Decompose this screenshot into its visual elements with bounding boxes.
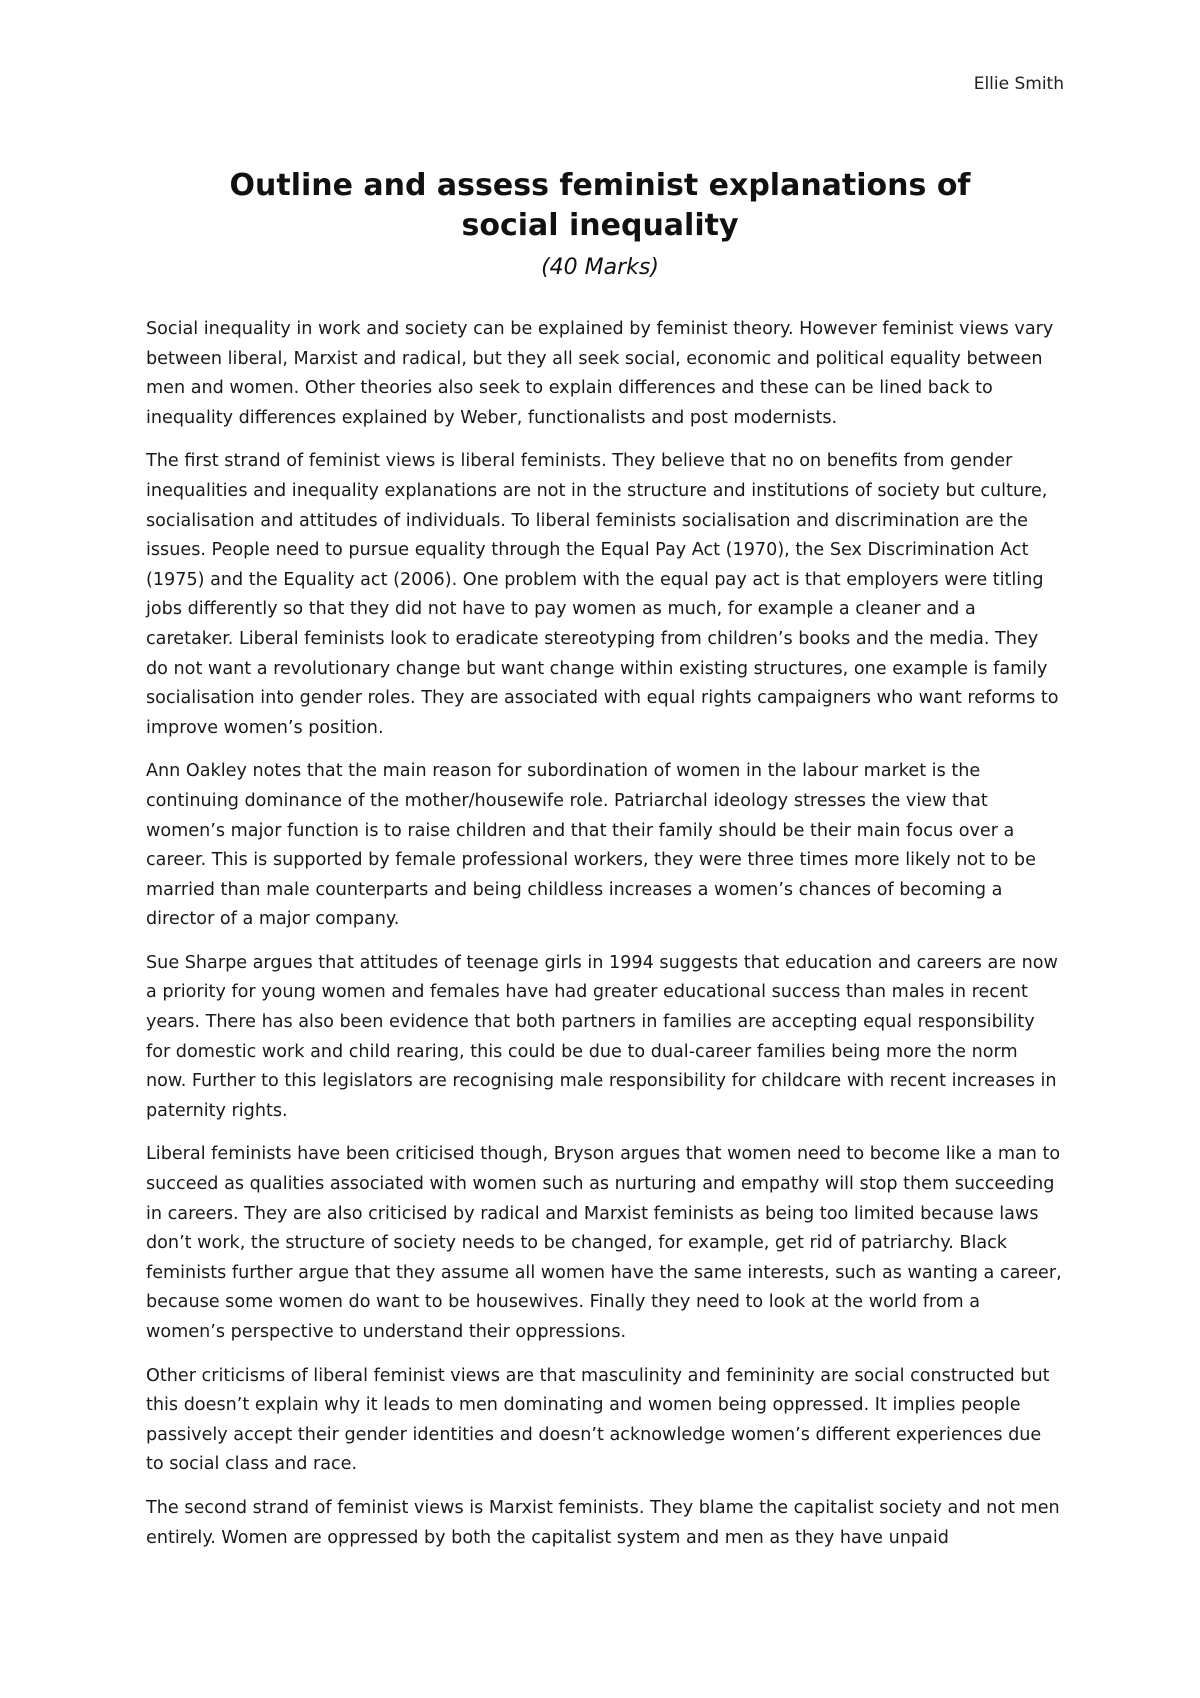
paragraph-6: Other criticisms of liberal feminist views are that masculinity and femininity are social constructed but this doesn’t explain why it leads to men dominating and women being oppressed. It implies people passively accept their gender identities and doesn’t acknowledge women’s different experiences due to social class and race.: [146, 1365, 1050, 1475]
paragraph-3: Ann Oakley notes that the main reason for subordination of women in the labour market is the continuing dominance of the mother/housewife role. Patriarchal ideology stresses the view that women’s major function is to raise children and that their family should be their main focus over a career. This is supported by female professional workers, they were three times more likely not to be married than male counterparts and being childless increases a women’s chances of becoming a director of a major company.: [146, 761, 1036, 930]
paragraph-7: The second strand of feminist views is Marxist feminists. They blame the capitalist society and not men entirely. Women are oppressed by both the capitalist system and men as they have unpaid: [146, 1497, 1060, 1548]
paragraph-2: The first strand of feminist views is liberal feminists. They believe that no on benefits from gender inequalities and inequality explanations are not in the structure and institutions of society but culture, socialisation and attitudes of individuals. To liberal feminists socialisation and discrimination are the issues. People need to pursue equality through the Equal Pay Act (1970), the Sex Discrimination Act (1975) and the Equality act (2006). One problem with the equal pay act is that employers were titling jobs differently so that they did not have to pay women as much, for example a cleaner and a caretaker. Liberal feminists look to eradicate stereotyping from children’s books and the media. They do not want a revolutionary change but want change within existing structures, one example is family socialisation into gender roles. They are associated with equal rights campaigners who want reforms to improve women’s position.: [146, 451, 1059, 738]
paragraph-5: Liberal feminists have been criticised though, Bryson argues that women need to become like a man to succeed as qualities associated with women such as nurturing and empathy will stop them succeeding in careers. They are also criticised by radical and Marxist feminists as being too limited because laws don’t work, the structure of society needs to be changed, for example, get rid of patriarchy. Black feminists further argue that they assume all women have the same interests, such as wanting a career, because some women do want to be housewives. Finally they need to look at the world from a women’s perspective to understand their oppressions.: [146, 1144, 1062, 1342]
paragraph-4: Sue Sharpe argues that attitudes of teenage girls in 1994 suggests that education and careers are now a priority for young women and females have had greater educational success than males in recent years. There has also been evidence that both partners in families are accepting equal responsibility for domestic work and child rearing, this could be due to dual-career families being more the norm now. Further to this legislators are recognising male responsibility for childcare with recent increases in paternity rights.: [146, 952, 1058, 1121]
essay-body: [146, 315, 1062, 1567]
document-title: Outline and assess feminist explanations of social inequality: [229, 168, 971, 243]
paragraph-1: Social inequality in work and society can be explained by feminist theory. However feminist views vary between liberal, Marxist and radical, but they all seek social, economic and political equality between men and women. Other theories also seek to explain differences and these can be lined back to inequality differences explained by Weber, functionalists and post modernists.: [146, 319, 1054, 428]
marks-subtitle: (40 Marks): [541, 255, 659, 280]
header-author: Ellie Smith: [973, 74, 1064, 94]
